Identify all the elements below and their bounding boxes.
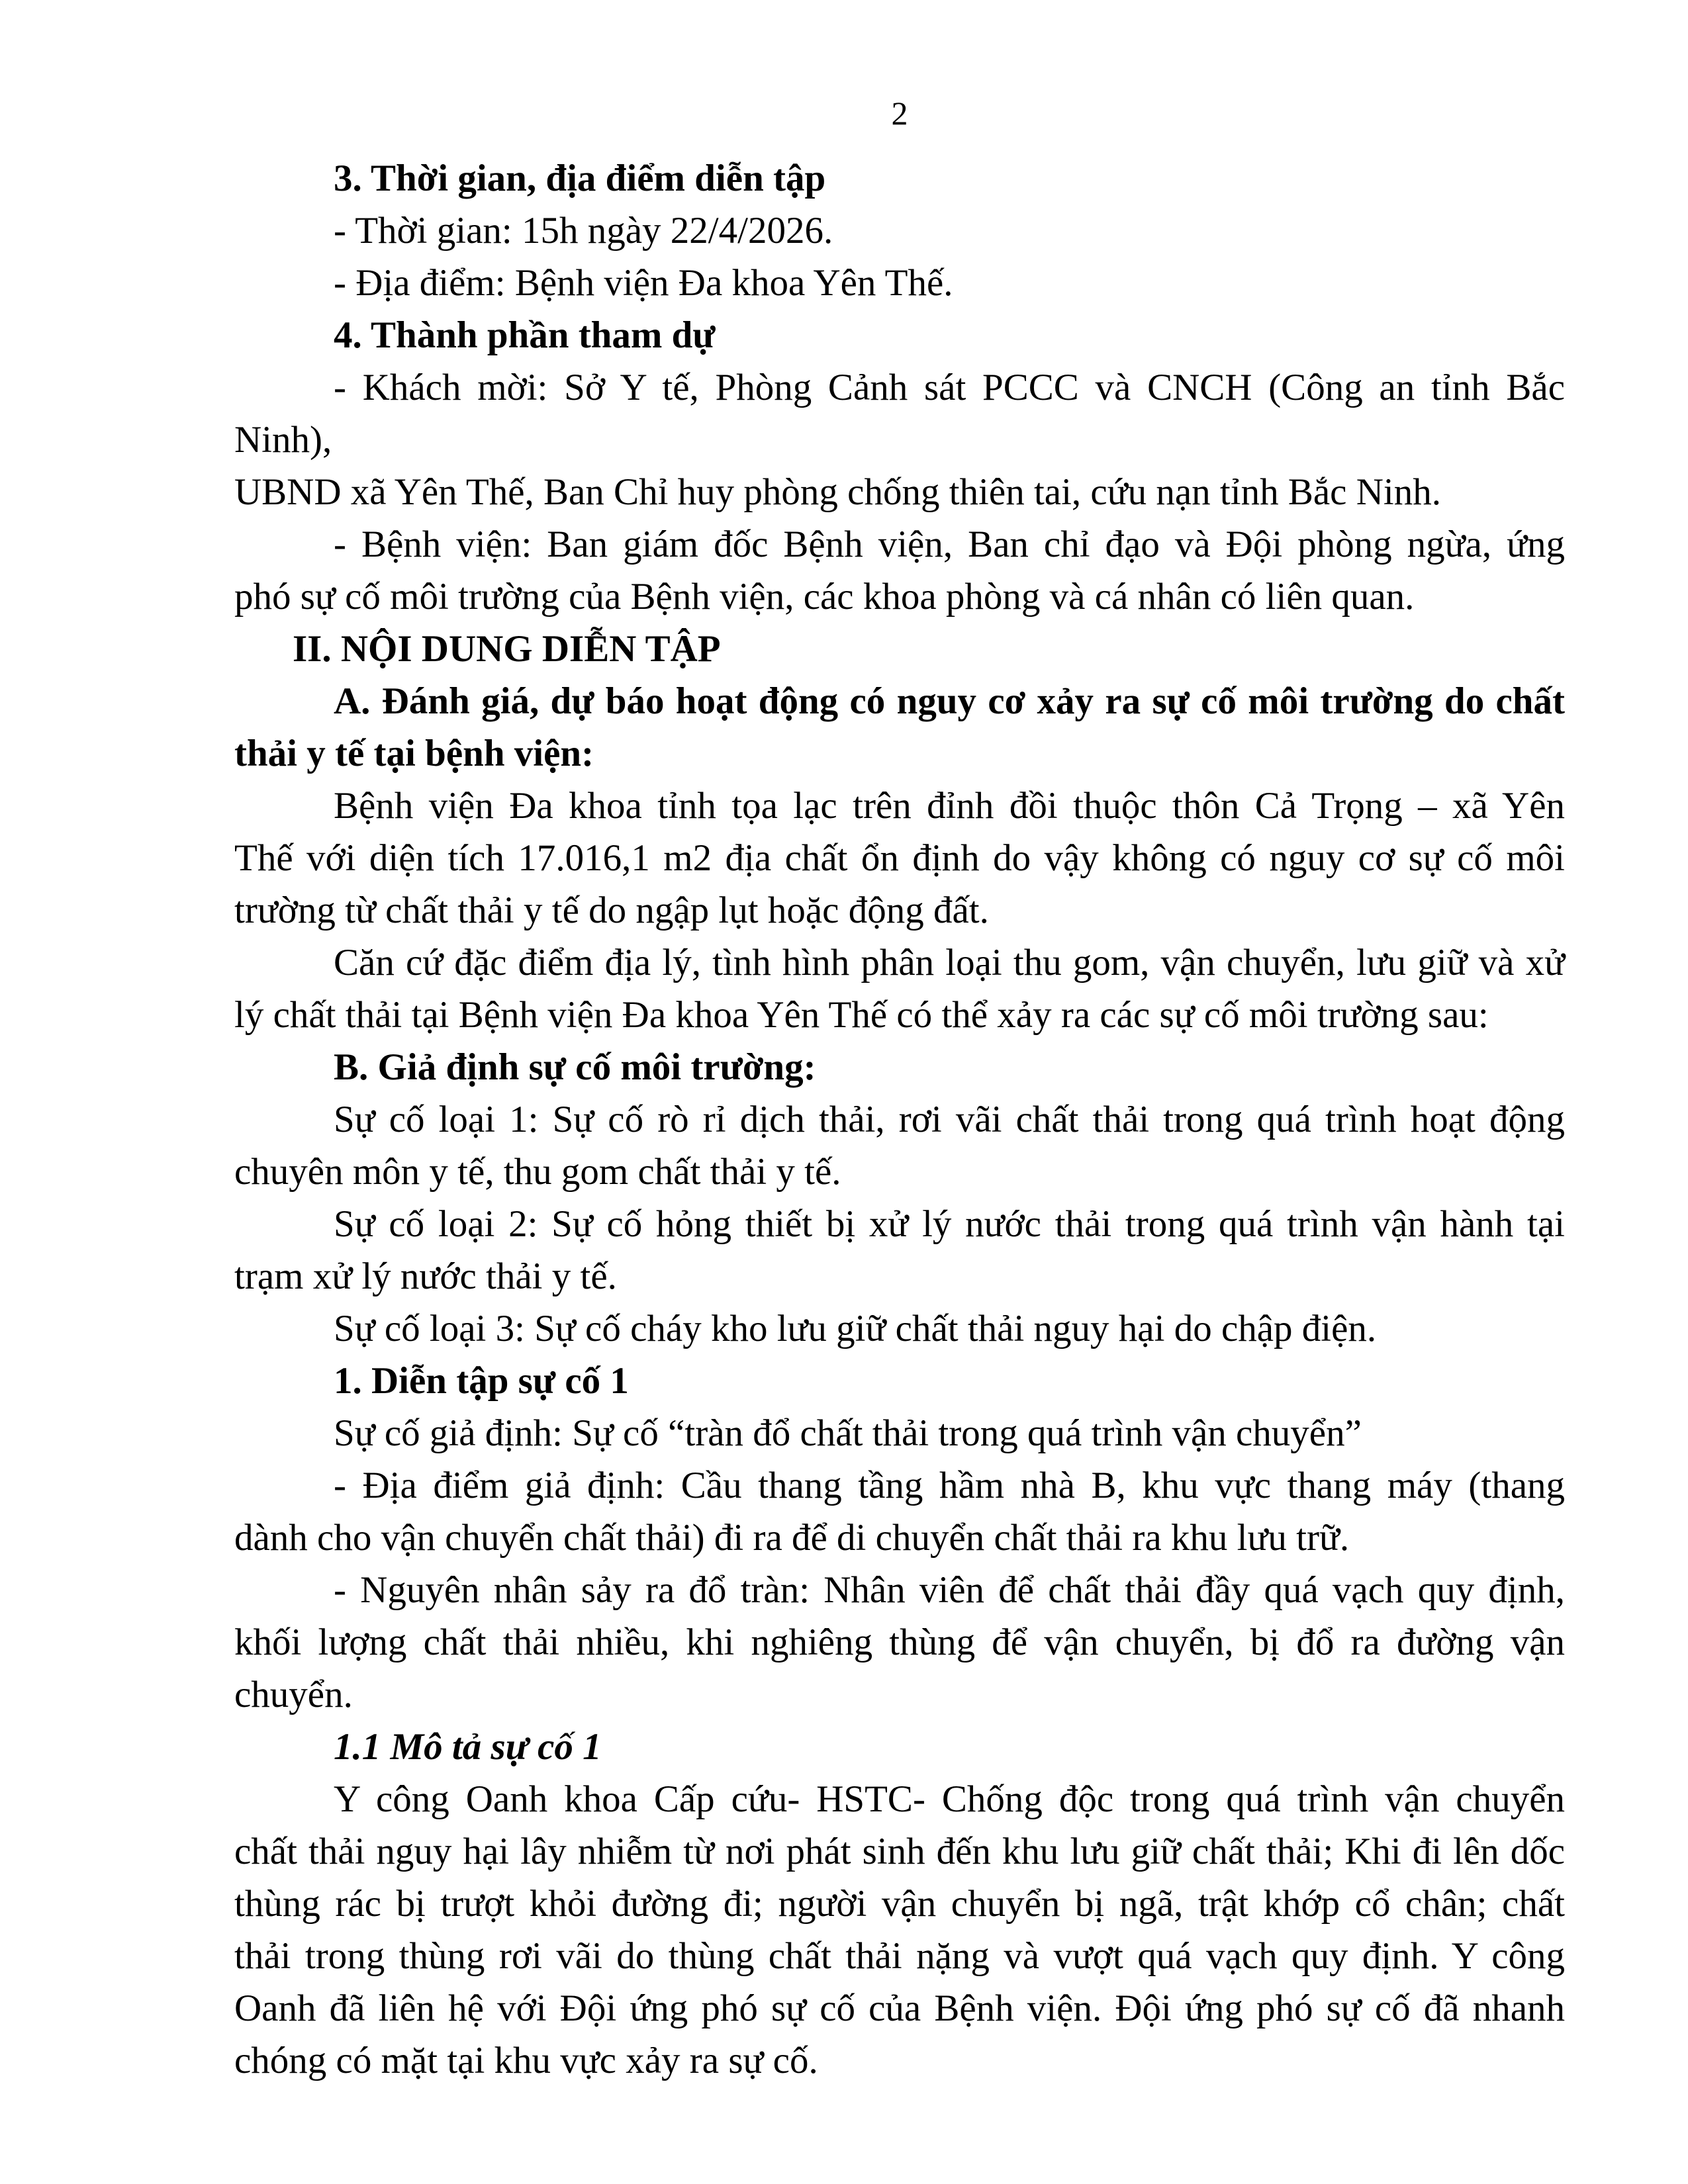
text-line: - Nguyên nhân sảy ra đổ tràn: Nhân viên để chất thải đầy quá vạch quy định, [334,1569,1565,1611]
text-line: - Khách mời: Sở Y tế, Phòng Cảnh sát PCCC và CNCH (Công an tỉnh Bắc Ninh), [234,367,1565,461]
text-line: - Địa điểm giả định: Cầu thang tầng hầm nhà B, khu vực thang máy (thang [334,1465,1565,1506]
text-line: Sự cố loại 2: Sự cố hỏng thiết bị xử lý nước thải trong quá trình vận hành tại [334,1203,1565,1245]
text-line: 1.1 Mô tả sự cố 1 [334,1726,602,1768]
text-line: khối lượng chất thải nhiều, khi nghiêng thùng để vận chuyển, bị đổ ra đường vận [234,1621,1565,1663]
text-line: chuyên môn y tế, thu gom chất thải y tế. [234,1151,841,1193]
text-line: Căn cứ đặc điểm địa lý, tình hình phân loại thu gom, vận chuyển, lưu giữ và xử [334,942,1565,983]
text-line: Sự cố loại 1: Sự cố rò rỉ dịch thải, rơi vãi chất thải trong quá trình hoạt động [334,1099,1565,1140]
text-line: trạm xử lý nước thải y tế. [234,1255,617,1297]
text-line: thùng rác bị trượt khỏi đường đi; người vận chuyển bị ngã, trật khớp cổ chân; chất [234,1883,1565,1925]
text-line: A. Đánh giá, dự báo hoạt động có nguy cơ xảy ra sự cố môi trường do chất [334,680,1565,722]
text-line: lý chất thải tại Bệnh viện Đa khoa Yên Thế có thể xảy ra các sự cố môi trường sau: [234,994,1489,1036]
page-number: 2 [891,95,908,132]
text-line: Y công Oanh khoa Cấp cứu- HSTC- Chống độc trong quá trình vận chuyển [334,1778,1565,1820]
text-line: B. Giả định sự cố môi trường: [334,1046,816,1088]
text-line: Bệnh viện Đa khoa tỉnh tọa lạc trên đỉnh đồi thuộc thôn Cả Trọng – xã Yên [334,785,1565,827]
text-line: chuyển. [234,1674,353,1715]
text-line: 3. Thời gian, địa điểm diễn tập [334,158,826,199]
text-line: 1. Diễn tập sự cố 1 [334,1360,629,1402]
text-line: thải y tế tại bệnh viện: [234,733,594,774]
text-line: Sự cố loại 3: Sự cố cháy kho lưu giữ chất thải nguy hại do chập điện. [334,1308,1377,1349]
text-line: - Địa điểm: Bệnh viện Đa khoa Yên Thế. [334,262,953,304]
text-line: Sự cố giả định: Sự cố “tràn đổ chất thải trong quá trình vận chuyển” [334,1412,1362,1454]
text-line: thải trong thùng rơi vãi do thùng chất thải nặng và vượt quá vạch quy định. Y công [234,1935,1565,1977]
text-line: chất thải nguy hại lây nhiễm từ nơi phát sinh đến khu lưu giữ chất thải; Khi đi lên dốc [234,1831,1565,1872]
text-line: - Bệnh viện: Ban giám đốc Bệnh viện, Ban chỉ đạo và Đội phòng ngừa, ứng [334,523,1565,565]
text-line: Oanh đã liên hệ với Đội ứng phó sự cố của Bệnh viện. Đội ứng phó sự cố đã nhanh [234,1987,1565,2029]
text-line: 4. Thành phần tham dự [334,314,716,356]
text-line: UBND xã Yên Thế, Ban Chỉ huy phòng chống thiên tai, cứu nạn tỉnh Bắc Ninh. [234,471,1441,513]
text-line: II. NỘI DUNG DIỄN TẬP [293,628,721,670]
text-line: - Thời gian: 15h ngày 22/4/2026. [334,210,833,251]
text-line: Thế với diện tích 17.016,1 m2 địa chất ổn định do vậy không có nguy cơ sự cố môi [234,837,1565,879]
text-line: phó sự cố môi trường của Bệnh viện, các khoa phòng và cá nhân có liên quan. [234,576,1415,617]
text-line: chóng có mặt tại khu vực xảy ra sự cố. [234,2040,818,2081]
document-body [234,152,1565,2087]
text-line: dành cho vận chuyển chất thải) đi ra để di chuyển chất thải ra khu lưu trữ. [234,1517,1350,1559]
text-line: trường từ chất thải y tế do ngập lụt hoặc động đất. [234,889,989,931]
